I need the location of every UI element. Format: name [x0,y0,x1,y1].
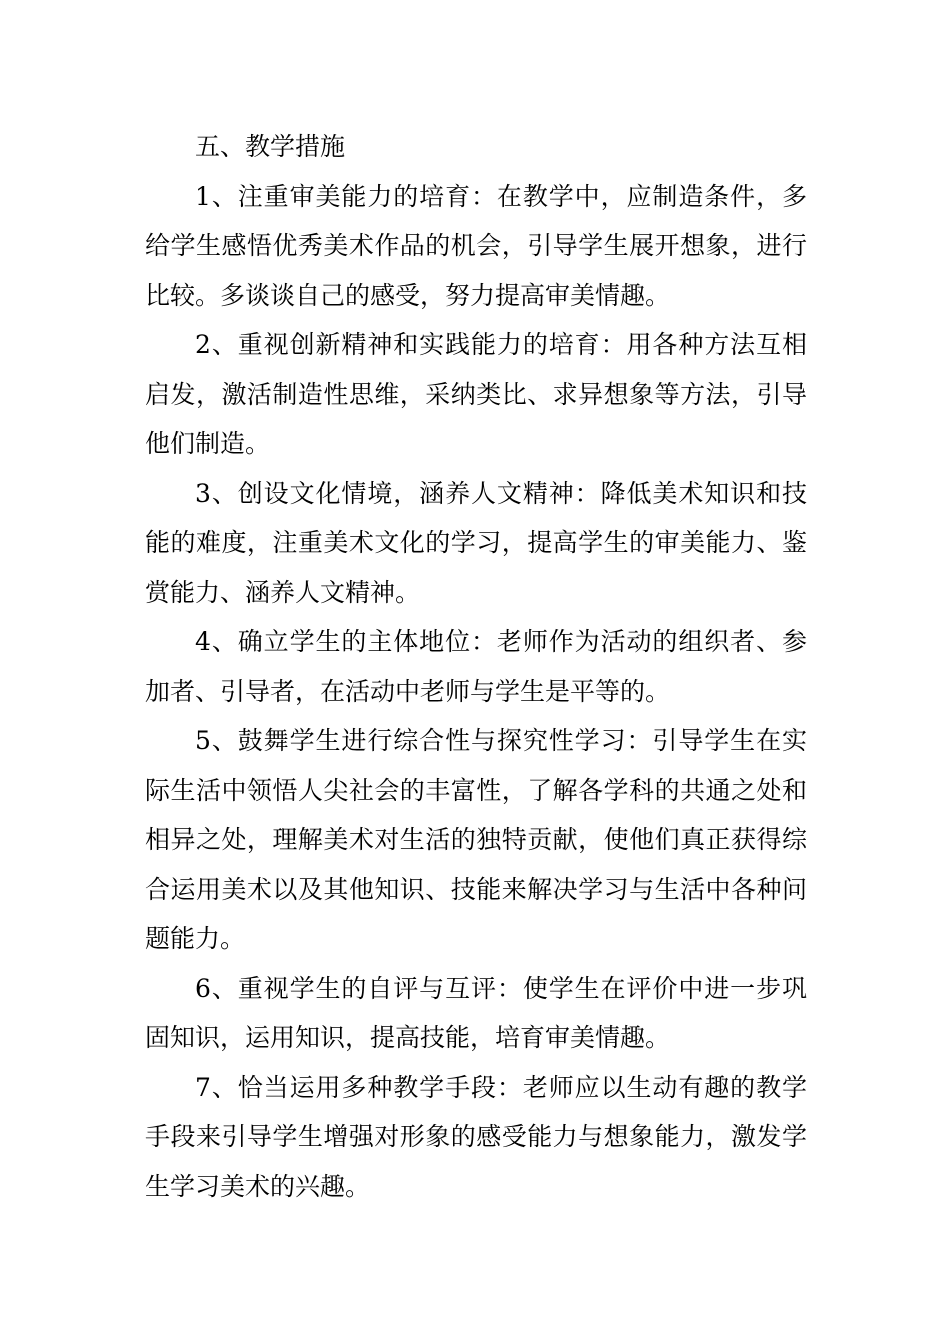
paragraph-2: 2、重视创新精神和实践能力的培育：用各种方法互相启发，激活制造性思维，采纳类比、求异想象等方法，引导他们制造。 [145,330,807,458]
paragraph-7: 7、恰当运用多种教学手段：老师应以生动有趣的教学手段来引导学生增强对形象的感受能力与想象能力，激发学生学习美术的兴趣。 [145,1072,807,1201]
section-heading: 五、教学措施 [195,132,346,161]
paragraph-1: 1、注重审美能力的培育：在教学中，应制造条件，多给学生感悟优秀美术作品的机会，引导学生展开想象，进行比较。多谈谈自己的感受，努力提高审美情趣。 [145,181,807,310]
paragraph-6: 6、重视学生的自评与互评：使学生在评价中进一步巩固知识，运用知识，提高技能，培育审美情趣。 [145,973,807,1052]
document-page [145,122,807,1211]
paragraph-5: 5、鼓舞学生进行综合性与探究性学习：引导学生在实际生活中领悟人尖社会的丰富性，了解各学科的共通之处和相异之处，理解美术对生活的独特贡献，使他们真正获得综合运用美术以及其他知识、技能来解决学习与生活中各种问题能力。 [145,726,807,953]
paragraph-3: 3、创设文化情境，涵养人文精神：降低美术知识和技能的难度，注重美术文化的学习，提高学生的审美能力、鉴赏能力、涵养人文精神。 [145,478,807,607]
paragraph-4: 4、确立学生的主体地位：老师作为活动的组织者、参加者、引导者，在活动中老师与学生是平等的。 [145,627,807,706]
